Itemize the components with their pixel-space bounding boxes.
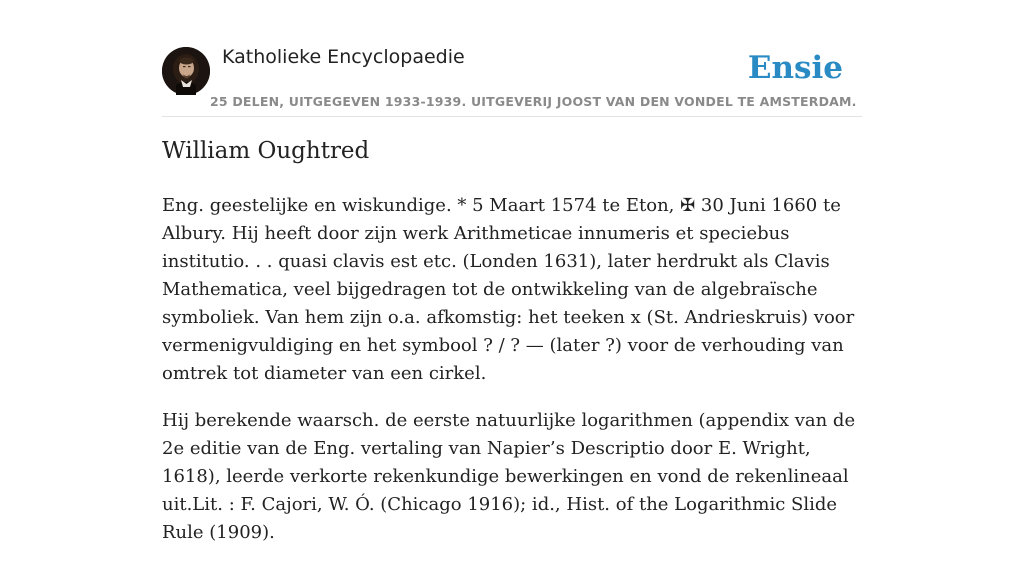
publication-subtitle: 25 DELEN, UITGEGEVEN 1933-1939. UITGEVERIJ JOOST VAN DEN VONDEL TE AMSTERDAM. bbox=[210, 94, 857, 109]
article-paragraph: Hij berekende waarsch. de eerste natuurlijke logarithmen (appendix van de 2e editie van de Eng. vertaling van Napier’s Descriptio door E. Wright, 1618), leerde verkorte rekenkundige bewerkingen en vond de rekenlineaal uit.Lit. : F. Cajori, W. Ó. (Chicago 1916); id., Hist. of the Logarithmic Slide Rule (1909). bbox=[162, 410, 856, 543]
brand-logo[interactable]: Ensie bbox=[747, 50, 843, 86]
article-title: William Oughtred bbox=[162, 138, 370, 164]
portrait-icon bbox=[162, 47, 210, 95]
article-body bbox=[162, 192, 862, 566]
publication-avatar[interactable] bbox=[162, 47, 210, 95]
publication-header bbox=[162, 40, 862, 117]
article-paragraph: Eng. geestelijke en wiskundige. * 5 Maart 1574 te Eton, ✠ 30 Juni 1660 te Albury. Hij heeft door zijn werk Arithmeticae innumeris et speciebus institutio. . . quasi clavis est etc. (Londen 1631), later herdrukt als Clavis Mathematica, veel bijgedragen tot de ontwikkeling van de algebraïsche symboliek. Van hem zijn o.a. afkomstig: het teeken x (St. Andrieskruis) voor vermenigvuldiging en het symbool ? / ? — (later ?) voor de verhouding van omtrek tot diameter van een cirkel. bbox=[162, 195, 855, 384]
publication-title[interactable]: Katholieke Encyclopaedie bbox=[222, 46, 465, 68]
